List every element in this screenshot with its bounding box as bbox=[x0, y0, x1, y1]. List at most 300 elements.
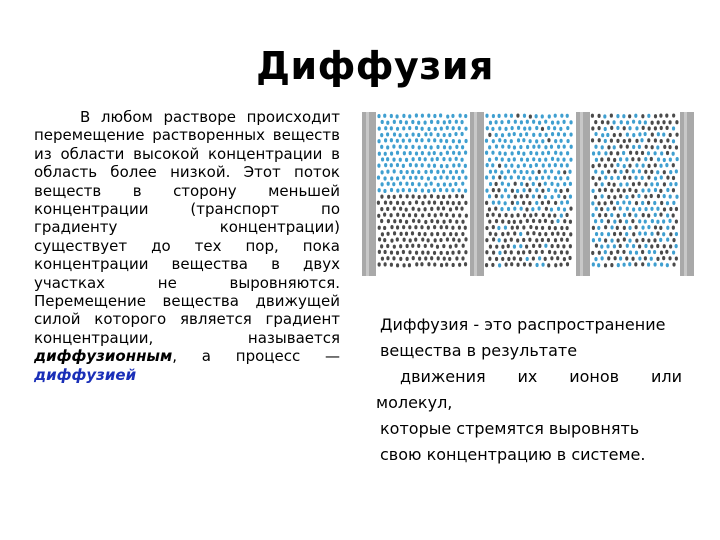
solute-particle-blue bbox=[454, 182, 457, 186]
solute-particle-blue bbox=[556, 157, 559, 161]
solute-particle-dark bbox=[488, 219, 491, 223]
solute-particle-dark bbox=[610, 263, 613, 267]
solute-particle-dark bbox=[485, 226, 488, 230]
solute-particle-dark bbox=[390, 250, 393, 254]
solute-particle-blue bbox=[390, 138, 393, 142]
solute-particle-blue bbox=[402, 126, 405, 130]
solute-particle-dark bbox=[635, 139, 638, 143]
solute-particle-dark bbox=[544, 232, 547, 236]
solute-particle-blue bbox=[554, 176, 557, 180]
solute-particle-blue bbox=[650, 182, 653, 186]
solute-particle-blue bbox=[517, 164, 520, 168]
solute-particle-dark bbox=[420, 225, 423, 229]
solute-particle-dark bbox=[556, 244, 559, 248]
solute-particle-dark bbox=[629, 151, 632, 155]
solute-particle-blue bbox=[421, 163, 424, 167]
solute-particle-dark bbox=[562, 232, 565, 236]
solute-particle-blue bbox=[531, 170, 534, 174]
solute-particle-blue bbox=[532, 120, 535, 124]
solute-particle-dark bbox=[495, 219, 498, 223]
solute-particle-blue bbox=[377, 164, 380, 168]
solute-particle-dark bbox=[654, 138, 657, 142]
solute-particle-blue bbox=[648, 250, 651, 254]
solute-particle-dark bbox=[566, 188, 569, 192]
solute-particle-blue bbox=[377, 175, 380, 179]
solute-particle-blue bbox=[436, 120, 439, 124]
solute-particle-dark bbox=[628, 213, 631, 217]
solute-particle-dark bbox=[650, 157, 653, 161]
solute-particle-dark bbox=[393, 219, 396, 223]
solute-particle-blue bbox=[528, 176, 531, 180]
solute-particle-dark bbox=[665, 250, 668, 254]
solute-particle-dark bbox=[446, 251, 449, 255]
solute-particle-dark bbox=[625, 169, 628, 173]
solute-particle-dark bbox=[538, 183, 541, 187]
solute-particle-dark bbox=[528, 238, 531, 242]
solute-particle-dark bbox=[417, 207, 420, 211]
solute-particle-dark bbox=[430, 244, 433, 248]
solute-particle-blue bbox=[597, 151, 600, 155]
solute-particle-dark bbox=[663, 170, 666, 174]
solute-particle-blue bbox=[563, 144, 566, 148]
solute-particle-blue bbox=[526, 145, 529, 149]
solute-particle-dark bbox=[390, 225, 393, 229]
solute-particle-blue bbox=[569, 182, 572, 186]
solute-particle-blue bbox=[427, 138, 430, 142]
solute-particle-blue bbox=[430, 120, 433, 124]
solute-particle-blue bbox=[591, 213, 594, 217]
solute-particle-blue bbox=[548, 163, 551, 167]
solute-particle-blue bbox=[531, 207, 534, 211]
solute-particle-blue bbox=[464, 139, 467, 143]
solute-particle-dark bbox=[393, 231, 396, 235]
solute-particle-dark bbox=[566, 238, 569, 242]
solute-particle-blue bbox=[392, 182, 395, 186]
solute-particle-blue bbox=[455, 145, 458, 149]
definition-line: движения их ионов или bbox=[400, 367, 682, 386]
solute-particle-blue bbox=[446, 114, 449, 118]
solute-particle-dark bbox=[384, 250, 387, 254]
solute-particle-dark bbox=[492, 251, 495, 255]
solute-particle-dark bbox=[520, 194, 523, 198]
solute-particle-blue bbox=[560, 114, 563, 118]
solute-particle-blue bbox=[535, 263, 538, 267]
solute-particle-dark bbox=[547, 263, 550, 267]
solute-particle-dark bbox=[526, 194, 529, 198]
solute-particle-dark bbox=[610, 188, 613, 192]
solute-particle-dark bbox=[405, 207, 408, 211]
solute-particle-blue bbox=[494, 169, 497, 173]
solute-particle-blue bbox=[414, 188, 417, 192]
solute-particle-dark bbox=[645, 145, 648, 149]
solute-particle-blue bbox=[535, 188, 538, 192]
solute-particle-dark bbox=[604, 201, 607, 205]
solute-particle-dark bbox=[383, 238, 386, 242]
solute-particle-blue bbox=[550, 169, 553, 173]
solute-particle-blue bbox=[486, 126, 489, 130]
solute-particle-blue bbox=[625, 195, 628, 199]
solute-particle-blue bbox=[597, 226, 600, 230]
solute-particle-blue bbox=[378, 188, 381, 192]
solute-particle-blue bbox=[504, 113, 507, 117]
solute-particle-dark bbox=[452, 213, 455, 217]
divider-highlight bbox=[580, 112, 583, 276]
solute-particle-dark bbox=[553, 251, 556, 255]
solute-particle-dark bbox=[492, 237, 495, 241]
solute-particle-blue bbox=[532, 182, 535, 186]
solute-particle-dark bbox=[452, 263, 455, 267]
solute-particle-blue bbox=[433, 164, 436, 168]
solute-particle-blue bbox=[638, 145, 641, 149]
solute-particle-dark bbox=[631, 219, 634, 223]
solute-particle-dark bbox=[440, 213, 443, 217]
solute-particle-dark bbox=[541, 127, 544, 131]
solute-particle-blue bbox=[560, 163, 563, 167]
solute-particle-blue bbox=[439, 175, 442, 179]
solute-particle-dark bbox=[525, 207, 528, 211]
solute-particle-dark bbox=[516, 238, 519, 242]
solute-particle-blue bbox=[402, 175, 405, 179]
solute-particle-dark bbox=[663, 145, 666, 149]
solute-particle-dark bbox=[563, 219, 566, 223]
solute-particle-blue bbox=[455, 157, 458, 161]
solute-particle-dark bbox=[600, 207, 603, 211]
solute-particle-blue bbox=[511, 126, 514, 130]
solute-particle-blue bbox=[625, 157, 628, 161]
solute-particle-dark bbox=[613, 195, 616, 199]
solute-particle-dark bbox=[598, 163, 601, 167]
solute-particle-dark bbox=[641, 262, 644, 266]
solute-particle-dark bbox=[449, 207, 452, 211]
solute-particle-blue bbox=[461, 145, 464, 149]
solute-particle-blue bbox=[451, 114, 454, 118]
solute-particle-blue bbox=[632, 133, 635, 137]
solute-particle-dark bbox=[402, 201, 405, 205]
solute-particle-dark bbox=[455, 220, 458, 224]
solute-particle-dark bbox=[532, 244, 535, 248]
solute-particle-dark bbox=[663, 182, 666, 186]
solute-particle-dark bbox=[663, 244, 666, 248]
solute-particle-blue bbox=[458, 151, 461, 155]
solute-particle-dark bbox=[672, 226, 675, 230]
solute-particle-dark bbox=[656, 231, 659, 235]
solute-particle-blue bbox=[610, 238, 613, 242]
solute-particle-dark bbox=[396, 201, 399, 205]
solute-particle-blue bbox=[544, 145, 547, 149]
solute-particle-blue bbox=[464, 114, 467, 118]
solute-particle-dark bbox=[529, 263, 532, 267]
solute-particle-dark bbox=[628, 114, 631, 118]
solute-particle-blue bbox=[383, 189, 386, 193]
solute-particle-dark bbox=[619, 232, 622, 236]
solute-particle-blue bbox=[625, 220, 628, 224]
solute-particle-blue bbox=[644, 157, 647, 161]
solute-particle-dark bbox=[449, 245, 452, 249]
solute-particle-dark bbox=[591, 164, 594, 168]
solute-particle-blue bbox=[560, 213, 563, 217]
solute-particle-dark bbox=[642, 126, 645, 130]
solute-particle-dark bbox=[440, 263, 443, 267]
solute-particle-blue bbox=[647, 188, 650, 192]
solute-particle-dark bbox=[399, 232, 402, 236]
solute-particle-dark bbox=[610, 251, 613, 255]
solute-particle-blue bbox=[424, 132, 427, 136]
solute-particle-blue bbox=[560, 201, 563, 205]
solute-particle-blue bbox=[377, 139, 380, 143]
solute-particle-blue bbox=[485, 175, 488, 179]
solute-particle-blue bbox=[610, 225, 613, 229]
solute-particle-blue bbox=[510, 114, 513, 118]
solute-particle-blue bbox=[619, 157, 622, 161]
solute-particle-blue bbox=[548, 114, 551, 118]
solute-particle-dark bbox=[498, 164, 501, 168]
solute-particle-blue bbox=[513, 157, 516, 161]
solute-particle-blue bbox=[516, 201, 519, 205]
solute-particle-blue bbox=[380, 133, 383, 137]
solute-particle-blue bbox=[557, 170, 560, 174]
solute-particle-blue bbox=[519, 145, 522, 149]
solute-particle-dark bbox=[492, 213, 495, 217]
solute-particle-blue bbox=[449, 170, 452, 174]
solute-particle-blue bbox=[675, 244, 678, 248]
solute-particle-dark bbox=[406, 257, 409, 261]
solute-particle-dark bbox=[495, 257, 498, 261]
solute-particle-blue bbox=[427, 163, 430, 167]
solute-particle-dark bbox=[415, 251, 418, 255]
solute-particle-blue bbox=[672, 126, 675, 130]
solute-particle-blue bbox=[566, 176, 569, 180]
solute-particle-blue bbox=[668, 219, 671, 223]
solute-particle-blue bbox=[544, 169, 547, 173]
solute-particle-blue bbox=[439, 113, 442, 117]
solute-particle-dark bbox=[559, 189, 562, 193]
solute-particle-dark bbox=[497, 188, 500, 192]
solute-particle-blue bbox=[662, 219, 665, 223]
solute-particle-dark bbox=[604, 225, 607, 229]
solute-particle-dark bbox=[610, 113, 613, 117]
solute-particle-dark bbox=[601, 120, 604, 124]
solute-particle-dark bbox=[464, 250, 467, 254]
solute-particle-dark bbox=[501, 257, 504, 261]
solute-particle-dark bbox=[568, 256, 571, 260]
solute-particle-blue bbox=[430, 170, 433, 174]
solute-particle-dark bbox=[412, 207, 415, 211]
solute-particle-dark bbox=[511, 201, 514, 205]
solute-particle-dark bbox=[672, 238, 675, 242]
solute-particle-blue bbox=[554, 151, 557, 155]
solute-particle-blue bbox=[520, 182, 523, 186]
solute-particle-blue bbox=[626, 182, 629, 186]
solute-particle-blue bbox=[519, 244, 522, 248]
solute-particle-blue bbox=[666, 226, 669, 230]
solute-particle-dark bbox=[569, 220, 572, 224]
solute-particle-blue bbox=[491, 151, 494, 155]
solute-particle-blue bbox=[532, 157, 535, 161]
solute-particle-dark bbox=[628, 164, 631, 168]
solute-particle-blue bbox=[504, 226, 507, 230]
solute-particle-dark bbox=[507, 232, 510, 236]
solute-particle-blue bbox=[497, 226, 500, 230]
solute-particle-dark bbox=[380, 244, 383, 248]
solute-particle-blue bbox=[592, 151, 595, 155]
solute-particle-blue bbox=[544, 120, 547, 124]
solute-particle-blue bbox=[669, 158, 672, 162]
solute-particle-blue bbox=[510, 175, 513, 179]
solute-particle-blue bbox=[598, 238, 601, 242]
solute-particle-blue bbox=[418, 157, 421, 161]
solute-particle-dark bbox=[675, 120, 678, 124]
solute-particle-dark bbox=[408, 225, 411, 229]
solute-particle-blue bbox=[409, 176, 412, 180]
solute-particle-blue bbox=[488, 145, 491, 149]
solute-particle-dark bbox=[660, 201, 663, 205]
solute-particle-dark bbox=[614, 169, 617, 173]
solute-particle-dark bbox=[412, 194, 415, 198]
solute-particle-blue bbox=[516, 189, 519, 193]
solute-particle-dark bbox=[538, 232, 541, 236]
solute-particle-dark bbox=[510, 214, 513, 218]
solute-particle-blue bbox=[386, 132, 389, 136]
solute-particle-dark bbox=[384, 262, 387, 266]
solute-particle-dark bbox=[517, 251, 520, 255]
solute-particle-blue bbox=[525, 170, 528, 174]
solute-particle-dark bbox=[433, 251, 436, 255]
solute-particle-blue bbox=[657, 157, 660, 161]
solute-particle-dark bbox=[598, 138, 601, 142]
solute-particle-blue bbox=[523, 114, 526, 118]
solute-particle-dark bbox=[408, 213, 411, 217]
solute-particle-blue bbox=[568, 170, 571, 174]
solute-particle-blue bbox=[569, 195, 572, 199]
solute-particle-dark bbox=[672, 163, 675, 167]
solute-particle-dark bbox=[430, 207, 433, 211]
solute-particle-blue bbox=[522, 188, 525, 192]
solute-particle-blue bbox=[541, 176, 544, 180]
solute-particle-dark bbox=[458, 238, 461, 242]
solute-particle-blue bbox=[535, 114, 538, 118]
solute-particle-dark bbox=[501, 245, 504, 249]
solute-particle-dark bbox=[529, 114, 532, 118]
solute-particle-dark bbox=[554, 201, 557, 205]
solute-particle-blue bbox=[529, 151, 532, 155]
solute-particle-dark bbox=[437, 206, 440, 210]
solute-particle-blue bbox=[660, 262, 663, 266]
solute-particle-blue bbox=[427, 176, 430, 180]
solute-particle-blue bbox=[409, 151, 412, 155]
solute-particle-blue bbox=[647, 262, 650, 266]
solute-particle-dark bbox=[461, 256, 464, 260]
solute-particle-dark bbox=[628, 176, 631, 180]
solute-particle-dark bbox=[569, 244, 572, 248]
solute-particle-dark bbox=[423, 195, 426, 199]
solute-particle-blue bbox=[663, 158, 666, 162]
solute-particle-blue bbox=[402, 188, 405, 192]
solute-particle-dark bbox=[556, 256, 559, 260]
solute-particle-blue bbox=[464, 176, 467, 180]
solute-particle-blue bbox=[654, 188, 657, 192]
solute-particle-blue bbox=[626, 121, 629, 125]
solute-particle-blue bbox=[662, 132, 665, 136]
solute-particle-blue bbox=[508, 133, 511, 137]
solute-particle-dark bbox=[504, 250, 507, 254]
solute-particle-dark bbox=[377, 214, 380, 218]
solute-particle-blue bbox=[566, 126, 569, 130]
solute-particle-dark bbox=[442, 206, 445, 210]
solute-particle-blue bbox=[623, 263, 626, 267]
diagram-frames bbox=[362, 112, 694, 276]
solute-particle-blue bbox=[513, 145, 516, 149]
solute-particle-blue bbox=[498, 126, 501, 130]
solute-particle-dark bbox=[498, 213, 501, 217]
solute-particle-dark bbox=[393, 195, 396, 199]
solute-particle-blue bbox=[660, 151, 663, 155]
solute-particle-blue bbox=[459, 114, 462, 118]
solute-particle-dark bbox=[396, 237, 399, 241]
solute-particle-dark bbox=[532, 256, 535, 260]
solute-particle-blue bbox=[390, 188, 393, 192]
solute-particle-blue bbox=[566, 163, 569, 167]
solute-particle-dark bbox=[519, 257, 522, 261]
solute-particle-blue bbox=[384, 163, 387, 167]
solute-particle-dark bbox=[675, 219, 678, 223]
solute-particle-dark bbox=[634, 262, 637, 266]
solute-particle-blue bbox=[417, 121, 420, 125]
solute-particle-blue bbox=[421, 114, 424, 118]
solute-particle-blue bbox=[675, 195, 678, 199]
solute-particle-blue bbox=[434, 176, 437, 180]
solute-particle-blue bbox=[461, 132, 464, 136]
solute-particle-blue bbox=[461, 170, 464, 174]
solute-particle-blue bbox=[500, 120, 503, 124]
solute-particle-blue bbox=[569, 158, 572, 162]
solute-particle-dark bbox=[383, 213, 386, 217]
solute-particle-dark bbox=[597, 201, 600, 205]
solute-particle-blue bbox=[507, 158, 510, 162]
solute-particle-blue bbox=[650, 257, 653, 261]
solute-particle-blue bbox=[433, 188, 436, 192]
solute-particle-dark bbox=[654, 163, 657, 167]
solute-particle-dark bbox=[412, 256, 415, 260]
solute-particle-blue bbox=[544, 195, 547, 199]
solute-particle-blue bbox=[595, 207, 598, 211]
solute-particle-dark bbox=[551, 244, 554, 248]
solute-particle-dark bbox=[418, 232, 421, 236]
solute-particle-blue bbox=[393, 169, 396, 173]
solute-particle-blue bbox=[566, 151, 569, 155]
solute-particle-dark bbox=[381, 232, 384, 236]
solute-particle-dark bbox=[409, 238, 412, 242]
solute-particle-dark bbox=[458, 263, 461, 267]
solute-particle-blue bbox=[492, 114, 495, 118]
solute-particle-blue bbox=[613, 145, 616, 149]
solute-particle-blue bbox=[591, 201, 594, 205]
solute-particle-blue bbox=[632, 145, 635, 149]
solute-particle-blue bbox=[442, 170, 445, 174]
solute-particle-dark bbox=[654, 114, 657, 118]
solute-particle-dark bbox=[613, 183, 616, 187]
solute-particle-dark bbox=[592, 226, 595, 230]
solute-particle-dark bbox=[623, 237, 626, 241]
solute-particle-dark bbox=[436, 220, 439, 224]
solute-particle-blue bbox=[421, 151, 424, 155]
solute-particle-blue bbox=[485, 189, 488, 193]
solute-particle-dark bbox=[632, 182, 635, 186]
solute-particle-dark bbox=[452, 201, 455, 205]
solute-particle-blue bbox=[523, 126, 526, 130]
solute-particle-blue bbox=[628, 226, 631, 230]
solute-particle-blue bbox=[492, 201, 495, 205]
solute-particle-dark bbox=[647, 238, 650, 242]
